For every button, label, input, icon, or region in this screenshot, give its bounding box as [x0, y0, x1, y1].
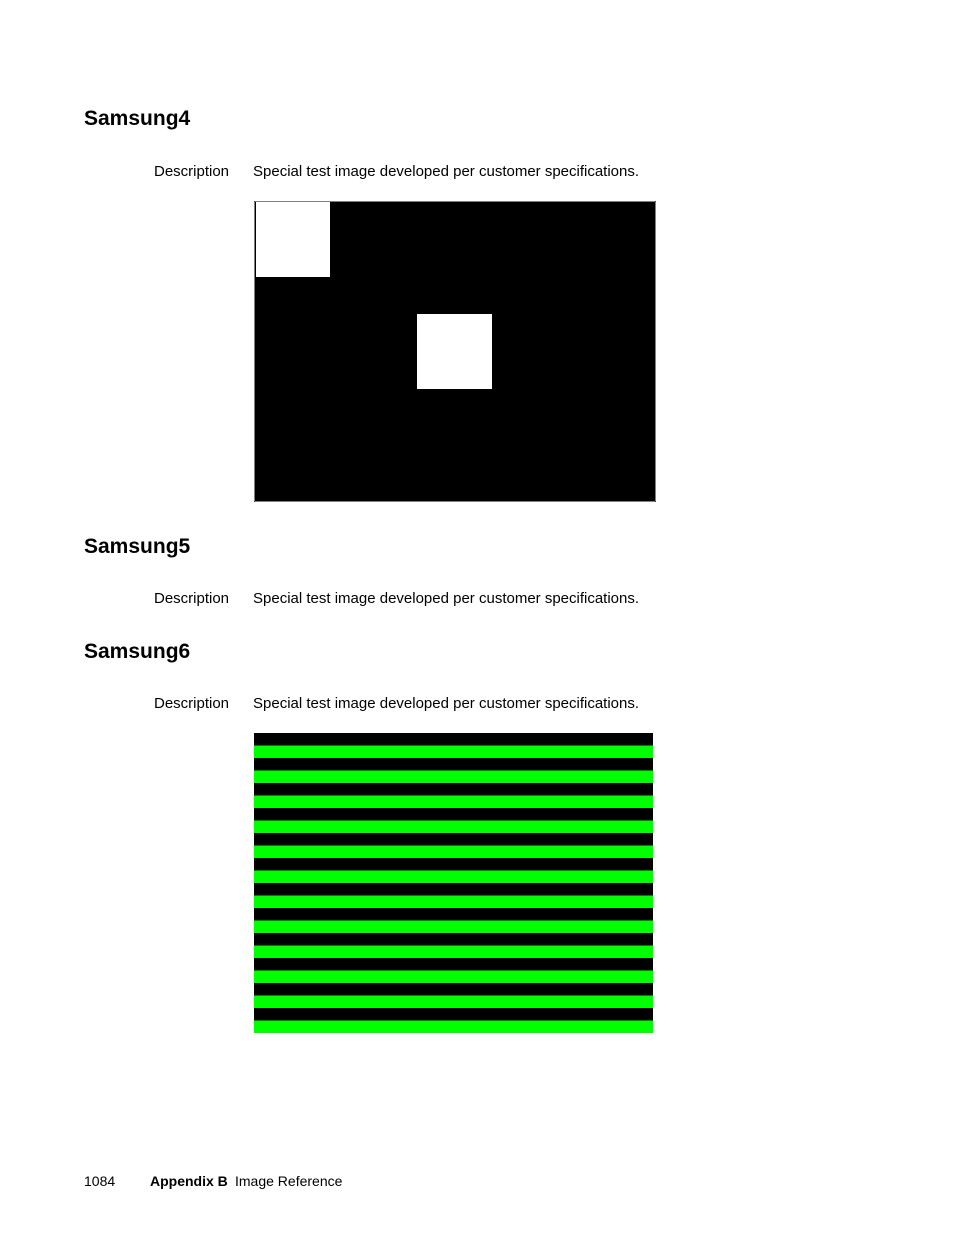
samsung6-stripe	[254, 958, 653, 971]
samsung6-stripe	[254, 983, 653, 996]
samsung6-stripe	[254, 808, 653, 821]
samsung6-stripe	[254, 896, 653, 909]
samsung6-stripe	[254, 921, 653, 934]
samsung6-stripe	[254, 933, 653, 946]
samsung6-stripe	[254, 796, 653, 809]
section-title-samsung6: Samsung6	[84, 640, 191, 663]
samsung6-stripe	[254, 821, 653, 834]
samsung6-test-image	[254, 733, 653, 1033]
samsung4-corner-square	[256, 202, 330, 277]
description-label: Description	[154, 590, 230, 607]
samsung6-stripe	[254, 883, 653, 896]
samsung6-stripe	[254, 746, 653, 759]
samsung6-stripe	[254, 996, 653, 1009]
description-label: Description	[154, 695, 230, 712]
samsung6-stripe	[254, 971, 653, 984]
samsung6-stripe	[254, 833, 653, 846]
page-number: 1084	[84, 1173, 116, 1189]
samsung4-test-image	[254, 201, 656, 502]
samsung6-stripe	[254, 758, 653, 771]
samsung6-stripe	[254, 946, 653, 959]
samsung6-stripe	[254, 846, 653, 859]
description-text: Special test image developed per customer specifications.	[253, 695, 640, 712]
samsung4-center-square	[417, 314, 492, 389]
samsung6-stripe	[254, 871, 653, 884]
samsung6-stripe	[254, 1008, 653, 1021]
samsung6-stripe	[254, 1021, 653, 1034]
description-text: Special test image developed per customer specifications.	[253, 163, 640, 180]
section-title-samsung5: Samsung5	[84, 535, 191, 558]
footer-chapter-title: Image Reference	[235, 1173, 343, 1189]
samsung6-stripe	[254, 771, 653, 784]
samsung6-stripe	[254, 733, 653, 746]
description-label: Description	[154, 163, 230, 180]
samsung6-stripe	[254, 858, 653, 871]
footer-chapter: Appendix B	[150, 1173, 228, 1189]
samsung6-stripe	[254, 908, 653, 921]
samsung6-stripe	[254, 783, 653, 796]
description-text: Special test image developed per customer specifications.	[253, 590, 640, 607]
section-title-samsung4: Samsung4	[84, 107, 191, 130]
